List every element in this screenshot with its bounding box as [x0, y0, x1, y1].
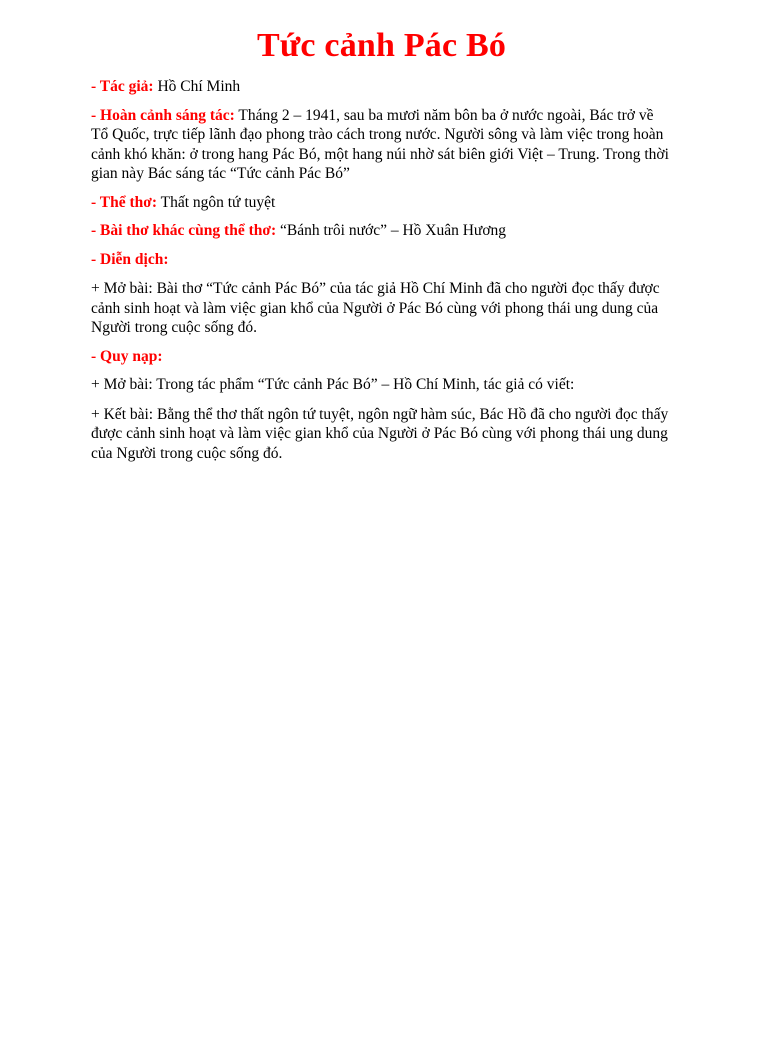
section-label: - Bài thơ khác cùng thể thơ: — [91, 222, 277, 239]
section-inductive-conclusion — [91, 405, 672, 464]
section-label: - Hoàn cảnh sáng tác: — [91, 106, 235, 124]
section-text: Tháng 2 – 1941, sau ba mươi năm bôn ba ở nước ngoài, Bác trở về Tổ Quốc, trực tiếp lãnh đạo phong trào cách trong nước. Người sông và làm việc trong hoàn cảnh khó khăn: ở trong hang Pác Bó, một hang núi nhờ sát biên giới Việt – Trung. Trong thời gian này Bác sáng tác “Tức cảnh Pác Bó” — [91, 106, 669, 182]
section-author — [91, 77, 672, 97]
section-text: Thất ngôn tứ tuyệt — [157, 193, 276, 211]
section-label: - Diễn dịch: — [91, 250, 169, 268]
section-deductive — [91, 250, 672, 270]
section-poem-form — [91, 193, 672, 213]
section-context — [91, 106, 672, 184]
document-page — [0, 27, 768, 1051]
section-inductive — [91, 347, 672, 367]
section-label: - Thể thơ: — [91, 193, 157, 211]
section-inductive-intro — [91, 375, 672, 395]
section-text: + Kết bài: Bằng thể thơ thất ngôn tứ tuyệt, ngôn ngữ hàm súc, Bác Hồ đã cho người đọc thấy được cảnh sinh hoạt và làm việc gian khổ của Người ở Pác Bó cùng với phong thái ung dung của Người trong cuộc sống đó. — [91, 405, 669, 462]
section-label: - Tác giả: — [91, 78, 154, 95]
section-other-poem — [91, 221, 672, 241]
section-text: + Mở bài: Bài thơ “Tức cảnh Pác Bó” của tác giả Hồ Chí Minh đã cho người đọc thấy được cảnh sinh hoạt và làm việc gian khổ của Người ở Pác Bó cùng với phong thái ung dung của Người trong cuộc sống đó. — [91, 280, 660, 336]
section-text: “Bánh trôi nước” – Hồ Xuân Hương — [276, 222, 507, 239]
section-label: - Quy nạp: — [91, 347, 163, 365]
section-deductive-intro — [91, 279, 672, 338]
section-text: Hồ Chí Minh — [153, 78, 241, 95]
document-title: Tức cảnh Pác Bó — [256, 27, 507, 64]
section-text: + Mở bài: Trong tác phẩm “Tức cảnh Pác Bó” – Hồ Chí Minh, tác giả có viết: — [91, 376, 575, 393]
